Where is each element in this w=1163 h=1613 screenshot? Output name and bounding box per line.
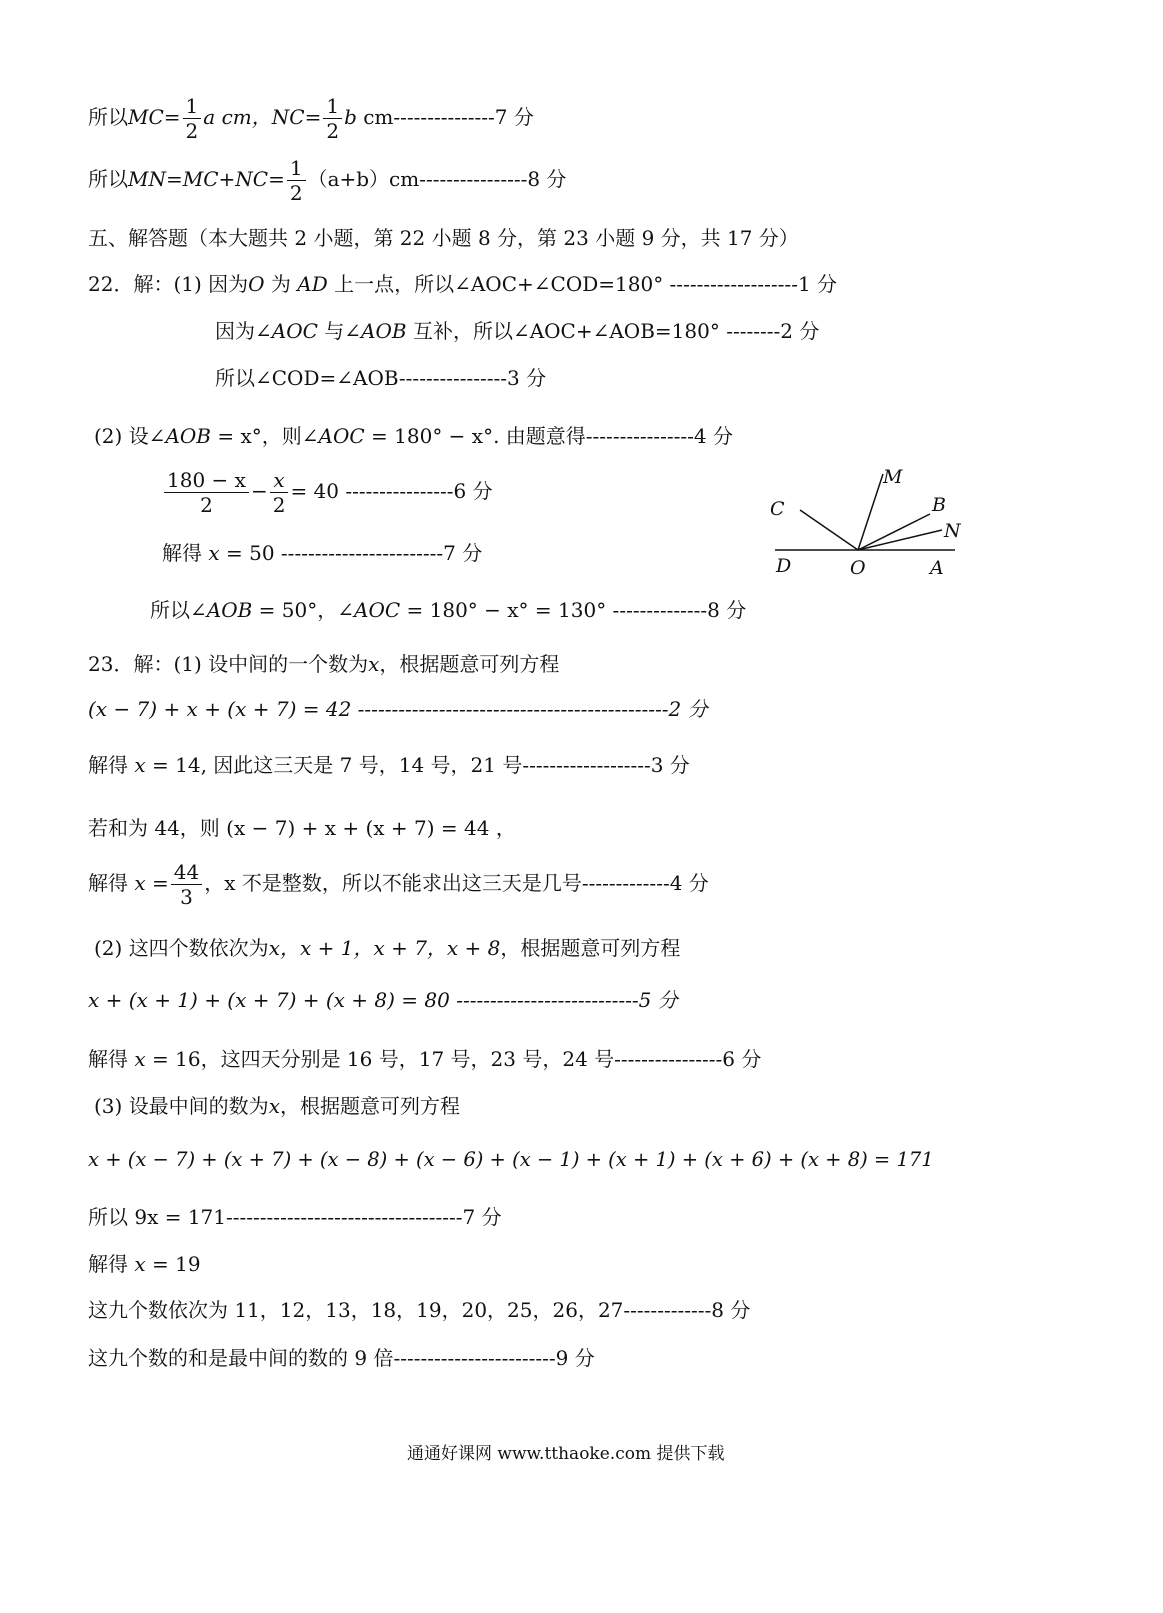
point-label-d: D bbox=[776, 555, 792, 577]
math-symbol: MC bbox=[128, 105, 164, 129]
fraction bbox=[323, 96, 342, 141]
text: ，根据题意可列方程 bbox=[279, 1094, 460, 1118]
solution-line bbox=[88, 158, 566, 203]
math-symbol: x bbox=[134, 871, 146, 895]
fraction bbox=[270, 470, 289, 515]
solution-line bbox=[88, 96, 534, 141]
math-symbol: x bbox=[268, 1094, 280, 1118]
text: = bbox=[304, 105, 322, 129]
text: 因为∠ bbox=[215, 319, 272, 343]
solution-line bbox=[88, 274, 837, 294]
text: 解得 bbox=[88, 753, 128, 777]
text: 为 bbox=[270, 272, 291, 296]
fraction-numerator: x bbox=[270, 470, 287, 493]
fraction-numerator: 44 bbox=[171, 862, 202, 885]
text: = 50 ------------------------7 分 bbox=[226, 541, 483, 565]
equation-line bbox=[162, 470, 493, 515]
solution-line: 所以 9x = 171-----------------------------------7 分 bbox=[88, 1205, 502, 1229]
text: = bbox=[152, 871, 169, 895]
point-label-o: O bbox=[850, 557, 866, 579]
math-symbol: x bbox=[208, 541, 220, 565]
text: 23．解：(1) 设中间的一个数为 bbox=[88, 652, 369, 676]
text: 22．解：(1) 因为 bbox=[88, 272, 249, 296]
fraction-numerator: 180 − x bbox=[164, 470, 249, 493]
solution-line bbox=[215, 321, 819, 341]
solution-line bbox=[94, 426, 733, 446]
fraction-denominator: 2 bbox=[185, 119, 199, 143]
text: cm， bbox=[221, 105, 272, 129]
equation-line: (x − 7) + x + (x + 7) = 42 ----------------------------------------------2 分 bbox=[88, 697, 708, 721]
fraction bbox=[164, 470, 249, 515]
text: = 14, 因此这三天是 7 号，14 号，21 号-------------------3 分 bbox=[152, 753, 690, 777]
text: (2) 设∠ bbox=[94, 424, 166, 448]
fraction-denominator: 2 bbox=[289, 181, 303, 205]
math-expression: MN=MC+NC bbox=[128, 167, 269, 191]
text: = 19 bbox=[152, 1252, 201, 1276]
fraction-denominator: 2 bbox=[200, 493, 213, 517]
solution-line: 若和为 44，则 (x − 7) + x + (x + 7) = 44 ， bbox=[88, 816, 516, 840]
equation-line: x + (x − 7) + (x + 7) + (x − 8) + (x − 6) + (x − 1) + (x + 1) + (x + 6) + (x + 8) = 171 bbox=[88, 1148, 934, 1171]
text: 所以 bbox=[88, 167, 128, 191]
fraction-denominator: 2 bbox=[272, 493, 286, 517]
text: 上一点，所以∠AOC+∠COD=180° -------------------1 分 bbox=[334, 272, 838, 296]
text: 所以 bbox=[88, 105, 128, 129]
fraction bbox=[171, 862, 202, 907]
solution-line bbox=[88, 1254, 201, 1274]
equation-line: x + (x + 1) + (x + 7) + (x + 8) = 80 ---------------------------5 分 bbox=[88, 988, 678, 1012]
text: = bbox=[163, 105, 181, 129]
solution-line: 这九个数依次为 11，12，13，18，19，20，25，26，27-------------8 分 bbox=[88, 1298, 751, 1322]
section-heading: 五、解答题（本大题共 2 小题，第 22 小题 8 分，第 23 小题 9 分，共 17 分） bbox=[88, 226, 799, 250]
text: = bbox=[268, 167, 285, 191]
text: = x°，则∠ bbox=[217, 424, 319, 448]
text: 解得 bbox=[88, 1047, 128, 1071]
text: （a+b）cm----------------8 分 bbox=[307, 167, 567, 191]
math-symbol: AOB bbox=[206, 598, 253, 622]
math-symbol: b bbox=[344, 105, 357, 129]
point-label-c: C bbox=[770, 498, 785, 520]
solution-line bbox=[88, 654, 559, 674]
math-expression: x，x + 1，x + 7，x + 8 bbox=[268, 936, 501, 960]
point-label-b: B bbox=[932, 494, 946, 516]
solution-line: 这九个数的和是最中间的数的 9 倍------------------------9 分 bbox=[88, 1346, 595, 1370]
math-symbol: a bbox=[203, 105, 216, 129]
point-label-m: M bbox=[883, 466, 903, 488]
math-symbol: O bbox=[248, 272, 265, 296]
fraction-numerator: 1 bbox=[183, 96, 202, 119]
point-label-n: N bbox=[944, 520, 961, 542]
math-symbol: x bbox=[134, 1047, 146, 1071]
solution-line bbox=[150, 600, 746, 620]
text: 解得 bbox=[88, 871, 128, 895]
fraction-numerator: 1 bbox=[287, 158, 306, 181]
solution-line bbox=[94, 1096, 460, 1116]
math-symbol: x bbox=[134, 753, 146, 777]
text: ，x 不是整数，所以不能求出这三天是几号-------------4 分 bbox=[204, 871, 709, 895]
math-symbol: x bbox=[134, 1252, 146, 1276]
text: 所以∠ bbox=[150, 598, 207, 622]
fraction-denominator: 3 bbox=[180, 885, 193, 909]
text: 解得 bbox=[88, 1252, 128, 1276]
text: 与∠ bbox=[324, 319, 362, 343]
text: (3) 设最中间的数为 bbox=[94, 1094, 269, 1118]
ray-oc bbox=[800, 510, 858, 550]
text: = 180° − x°. 由题意得----------------4 分 bbox=[371, 424, 733, 448]
text: 解得 bbox=[162, 541, 202, 565]
solution-line: 所以∠COD=∠AOB----------------3 分 bbox=[215, 366, 547, 390]
fraction-denominator: 2 bbox=[326, 119, 340, 143]
solution-line bbox=[88, 862, 709, 907]
text: = 40 ----------------6 分 bbox=[290, 479, 493, 503]
math-symbol: AOC bbox=[318, 424, 365, 448]
math-symbol: x bbox=[368, 652, 380, 676]
text: = 180° − x° = 130° --------------8 分 bbox=[406, 598, 747, 622]
math-symbol: AOB bbox=[361, 319, 407, 343]
text: cm---------------7 分 bbox=[363, 105, 534, 129]
text: ，根据题意可列方程 bbox=[500, 936, 681, 960]
solution-line bbox=[88, 755, 690, 775]
angle-diagram bbox=[770, 462, 980, 582]
ray-on bbox=[858, 530, 942, 550]
math-symbol: AD bbox=[297, 272, 328, 296]
fraction-numerator: 1 bbox=[323, 96, 342, 119]
math-symbol: AOC bbox=[271, 319, 318, 343]
solution-line bbox=[88, 1049, 761, 1069]
fraction bbox=[183, 96, 202, 141]
point-label-a: A bbox=[930, 557, 944, 579]
math-symbol: NC bbox=[271, 105, 305, 129]
text: 互补，所以∠AOC+∠AOB=180° --------2 分 bbox=[412, 319, 820, 343]
text: ，根据题意可列方程 bbox=[379, 652, 560, 676]
fraction bbox=[287, 158, 306, 203]
math-symbol: AOB bbox=[165, 424, 211, 448]
text: (2) 这四个数依次为 bbox=[94, 936, 269, 960]
text: − bbox=[250, 479, 268, 503]
page-footer: 通通好课网 www.tthaoke.com 提供下载 bbox=[407, 1444, 725, 1464]
solution-line bbox=[94, 938, 680, 958]
math-symbol: AOC bbox=[354, 598, 401, 622]
text: = 50°，∠ bbox=[258, 598, 354, 622]
solution-line bbox=[162, 543, 482, 563]
text: = 16，这四天分别是 16 号，17 号，23 号，24 号----------------6 分 bbox=[152, 1047, 762, 1071]
